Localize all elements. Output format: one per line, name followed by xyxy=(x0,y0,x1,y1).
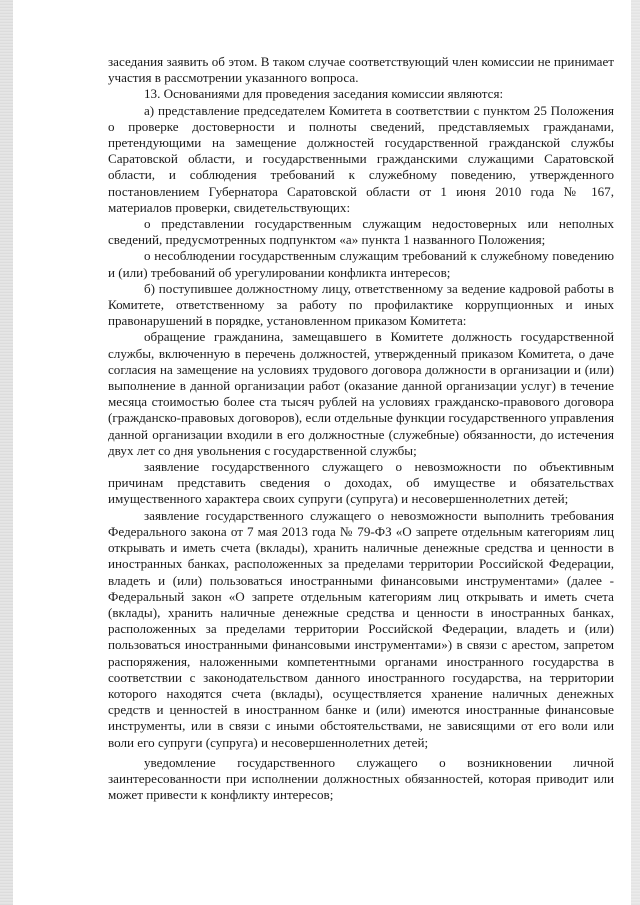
paragraph-continuation: заседания заявить об этом. В таком случае соответствующий член комиссии не принимает участия в рассмотрении указанного вопроса. xyxy=(108,54,614,86)
paragraph-false-info: о представлении государственным служащим недостоверных или неполных сведений, предусмотренных подпунктом «а» пункта 1 названного Положения; xyxy=(108,216,614,248)
paragraph-foreign-accounts: заявление государственного служащего о невозможности выполнить требования Федерального закона от 7 мая 2013 года № 79-ФЗ «О запрете отдельным категориям лиц открывать и иметь счета (вклады), хранить наличные денежные средства и ценности в иностранных банках, расположенных за пределами территории Российской Федерации, владеть и (или) пользоваться иностранными финансовыми инструментами» (далее - Федеральный закон «О запрете отдельным категориям лиц открывать и иметь счета (вклады), хранить наличные денежные средства и ценности в иностранных банках, расположенных за пределами территории Российской Федерации, владеть и (или) пользоваться иностранными финансовыми инструментами») в связи с арестом, запретом распоряжения, наложенными компетентными органами иностранного государства в соответствии с законодательством данного иностранного государства, на территории которого находятся счета (вклады), осуществляется хранение наличных денежных средств и ценностей в иностранном банке и (или) имеются иностранные финансовые инструменты, или в связи с иными обстоятельствами, не зависящими от его воли или воли его супруги (супруга) и несовершеннолетних детей; xyxy=(108,507,614,750)
scan-edge-right xyxy=(631,0,640,905)
document-page xyxy=(108,54,614,803)
paragraph-conduct-violation: о несоблюдении государственным служащим требований к служебному поведению и (или) требований об урегулировании конфликта интересов; xyxy=(108,248,614,280)
paragraph-conflict-notice: уведомление государственного служащего о возникновении личной заинтересованности при исполнении должностных обязанностей, которая приводит или может привести к конфликту интересов; xyxy=(108,754,614,803)
paragraph-income-statement: заявление государственного служащего о невозможности по объективным причинам представить сведения о доходах, об имуществе и обязательствах имущественного характера своих супруги (супруга) и несовершеннолетних детей; xyxy=(108,459,614,507)
paragraph-subitem-b: б) поступившее должностному лицу, ответственному за ведение кадровой работы в Комитете, ответственному за работу по профилактике коррупционных и иных правонарушений в порядке, установленном приказом Комитета: xyxy=(108,280,614,329)
scan-edge-left xyxy=(0,0,13,905)
paragraph-item-13: 13. Основаниями для проведения заседания комиссии являются: xyxy=(144,86,504,102)
paragraph-citizen-appeal: обращение гражданина, замещавшего в Комитете должность государственной службы, включенную в перечень должностей, утвержденный приказом Комитета, о даче согласия на замещение на условиях трудового договора должности в организации и (или) выполнение в данной организации работ (оказание данной организации услуг) в течение месяца стоимостью более ста тысяч рублей на условиях гражданско-правового договора (гражданско-правовых договоров), если отдельные функции государственного управления данной организации входили в его должностные (служебные) обязанности, до истечения двух лет со дня увольнения с государственной службы; xyxy=(108,329,614,458)
paragraph-subitem-a: а) представление председателем Комитета в соответствии с пунктом 25 Положения о проверке достоверности и полноты сведений, представляемых гражданами, претендующими на замещение должностей государственной гражданской службы Саратовской области, и государственными гражданскими служащими Саратовской области, и соблюдения требований к служебному поведению, утвержденного постановлением Губернатора Саратовской области от 1 июня 2010 года № 167, материалов проверки, свидетельствующих: xyxy=(108,102,614,215)
